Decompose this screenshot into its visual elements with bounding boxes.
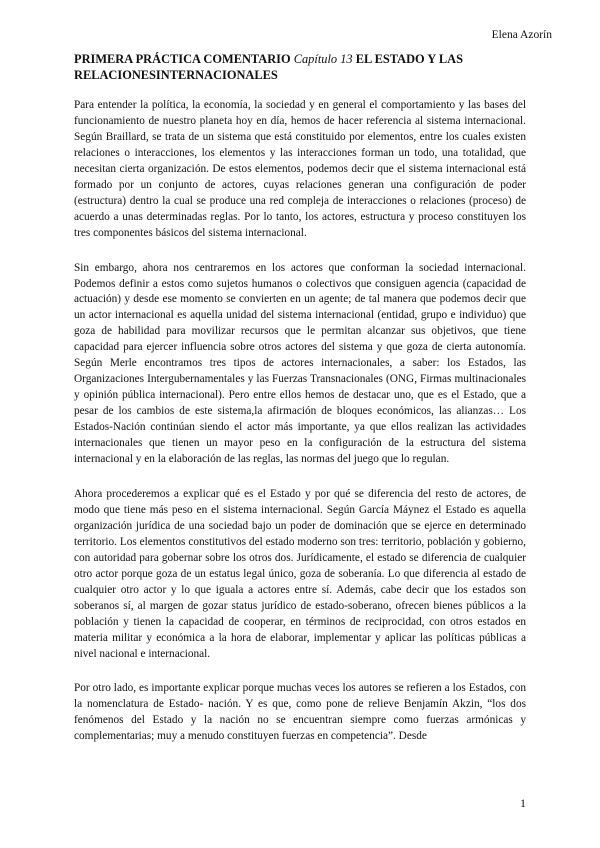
title-subject: EL ESTADO Y LAS RELACIONESINTERNACIONALES: [74, 52, 463, 82]
document-body: [74, 98, 526, 764]
paragraph-2: Sin embargo, ahora nos centraremos en los actores que conforman la sociedad internacional. Podemos definir a estos como sujetos humanos o colectivos que consiguen agencia (capacidad de actuación) y desde ese momento se convierten en un agente; de tal manera que podemos decir que un actor internacional es aquella unidad del sistema internacional (entidad, grupo e individuo) que goza de habilidad para movilizar recursos que le permitan alcanzar sus objetivos, que tiene capacidad para ejercer influencia sobre otros actores del sistema y que goza de cierta autonomía. Según Merle encontramos tres tipos de actores internacionales, a saber: los Estados, las Organizaciones Intergubernamentales y las Fuerzas Transnacionales (ONG, Firmas multinacionales y opinión pública internacional). Pero entre ellos hemos de destacar uno, que es el Estado, que a pesar de los cambios de este sistema,la afirmación de bloques económicos, las alianzas… Los Estados-Nación continúan siendo el actor más importante, ya que ellos realizan las actividades internacionales que tienen un mayor peso en la configuración de la estructura del sistema internacional y en la elaboración de las reglas, las normas del juego que lo regulan.: [74, 261, 526, 466]
title-main: PRIMERA PRÁCTICA COMENTARIO: [74, 52, 294, 66]
author-header: Elena Azorín: [491, 29, 552, 41]
paragraph-3: Ahora procederemos a explicar qué es el Estado y por qué se diferencia del resto de actores, de modo que tiene más peso en el sistema internacional. Según García Máynez el Estado es aquella organización jurídica de una sociedad bajo un poder de dominación que se ejerce en determinado territorio. Los elementos constitutivos del estado moderno son tres: territorio, población y gobierno, con autoridad para gobernar sobre los otros dos. Jurídicamente, el estado se diferencia de cualquier otro actor porque goza de un estatus legal único, goza de soberanía. Lo que diferencia al estado de cualquier otro actor y lo que iguala a actores entre sí. Además, cabe decir que los estados son soberanos sí, al margen de gozar status jurídico de estado-soberano, ofrecen bienes públicos a la población y tienen la capacidad de cooperar, en términos de reciprocidad, con otros estados en materia militar y económica a la hora de elaborar, implementar y aplicar las políticas públicas a nivel nacional e internacional.: [74, 487, 526, 660]
page-number: 1: [520, 796, 526, 810]
paragraph-1: Para entender la política, la economía, la sociedad y en general el comportamiento y las bases del funcionamiento de nuestro planeta hoy en día, hemos de hacer referencia al sistema internacional. Según Braillard, se trata de un sistema que está constituido por elementos, entre los cuales existen relaciones o interacciones, los elementos y las interacciones forman un todo, una totalidad, que necesitan cierta organización. De estos elementos, podemos decir que el sistema internacional está formado por un conjunto de actores, cuyas relaciones generan una configuración de poder (estructura) dentro la cual se produce una red compleja de interacciones o relaciones (proceso) de acuerdo a unas determinadas reglas. Por lo tanto, los actores, estructura y proceso constituyen los tres componentes básicos del sistema internacional.: [74, 99, 526, 239]
document-title: [74, 51, 526, 83]
title-chapter: Capítulo 13: [293, 52, 353, 66]
paragraph-4: Por otro lado, es importante explicar porque muchas veces los autores se refieren a los Estados, con la nomenclatura de Estado- nación. Y es que, como pone de relieve Benjamín Akzin, “los dos fenómenos del Estado y la nación no se encuentran siempre como fuerzas armónicas y complementarias; muy a menudo constituyen fuerzas en competencia”. Desde: [74, 682, 526, 743]
